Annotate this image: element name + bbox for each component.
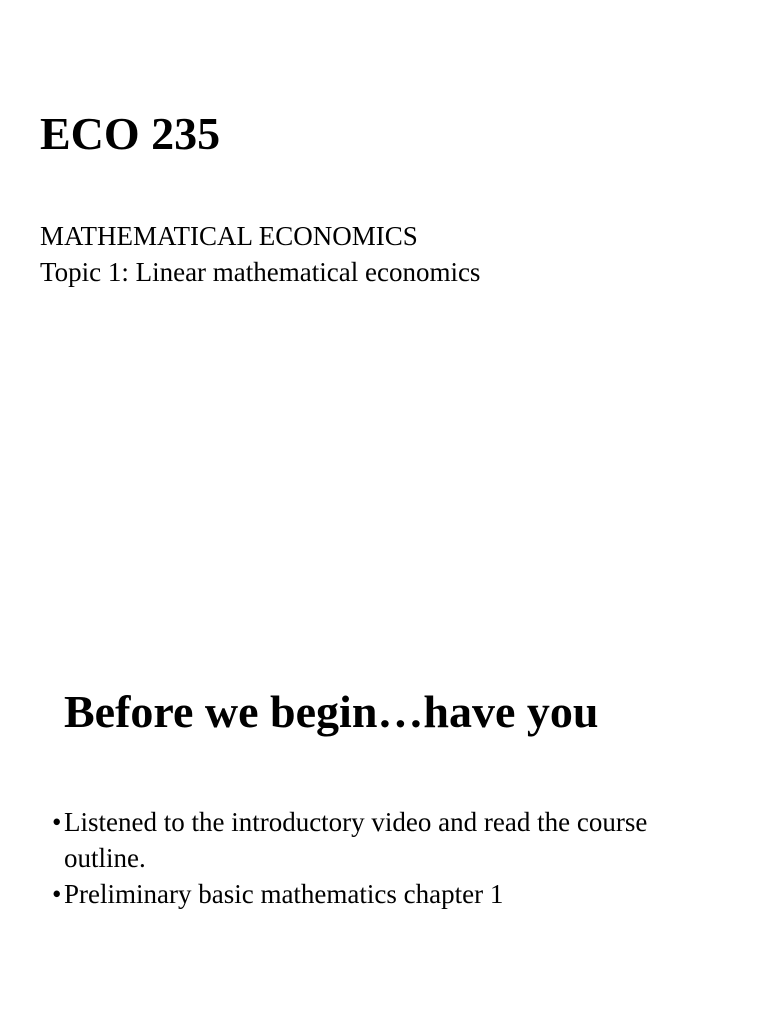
course-code-title: ECO 235 — [40, 108, 221, 159]
course-subtitle-block — [40, 218, 480, 290]
bullet-text: Preliminary basic mathematics chapter 1 — [64, 879, 504, 909]
list-item — [52, 804, 732, 876]
course-name: MATHEMATICAL ECONOMICS — [40, 221, 418, 251]
topic-line: Topic 1: Linear mathematical economics — [40, 257, 481, 287]
slide-heading: Before we begin…have you — [64, 686, 599, 737]
bullet-icon: • — [52, 879, 62, 909]
intro-slide — [0, 512, 768, 1024]
bullet-text: Listened to the introductory video and read the course outline. — [64, 807, 648, 873]
bullet-list — [52, 804, 732, 912]
list-item — [52, 876, 732, 912]
bullet-icon: • — [52, 807, 62, 837]
